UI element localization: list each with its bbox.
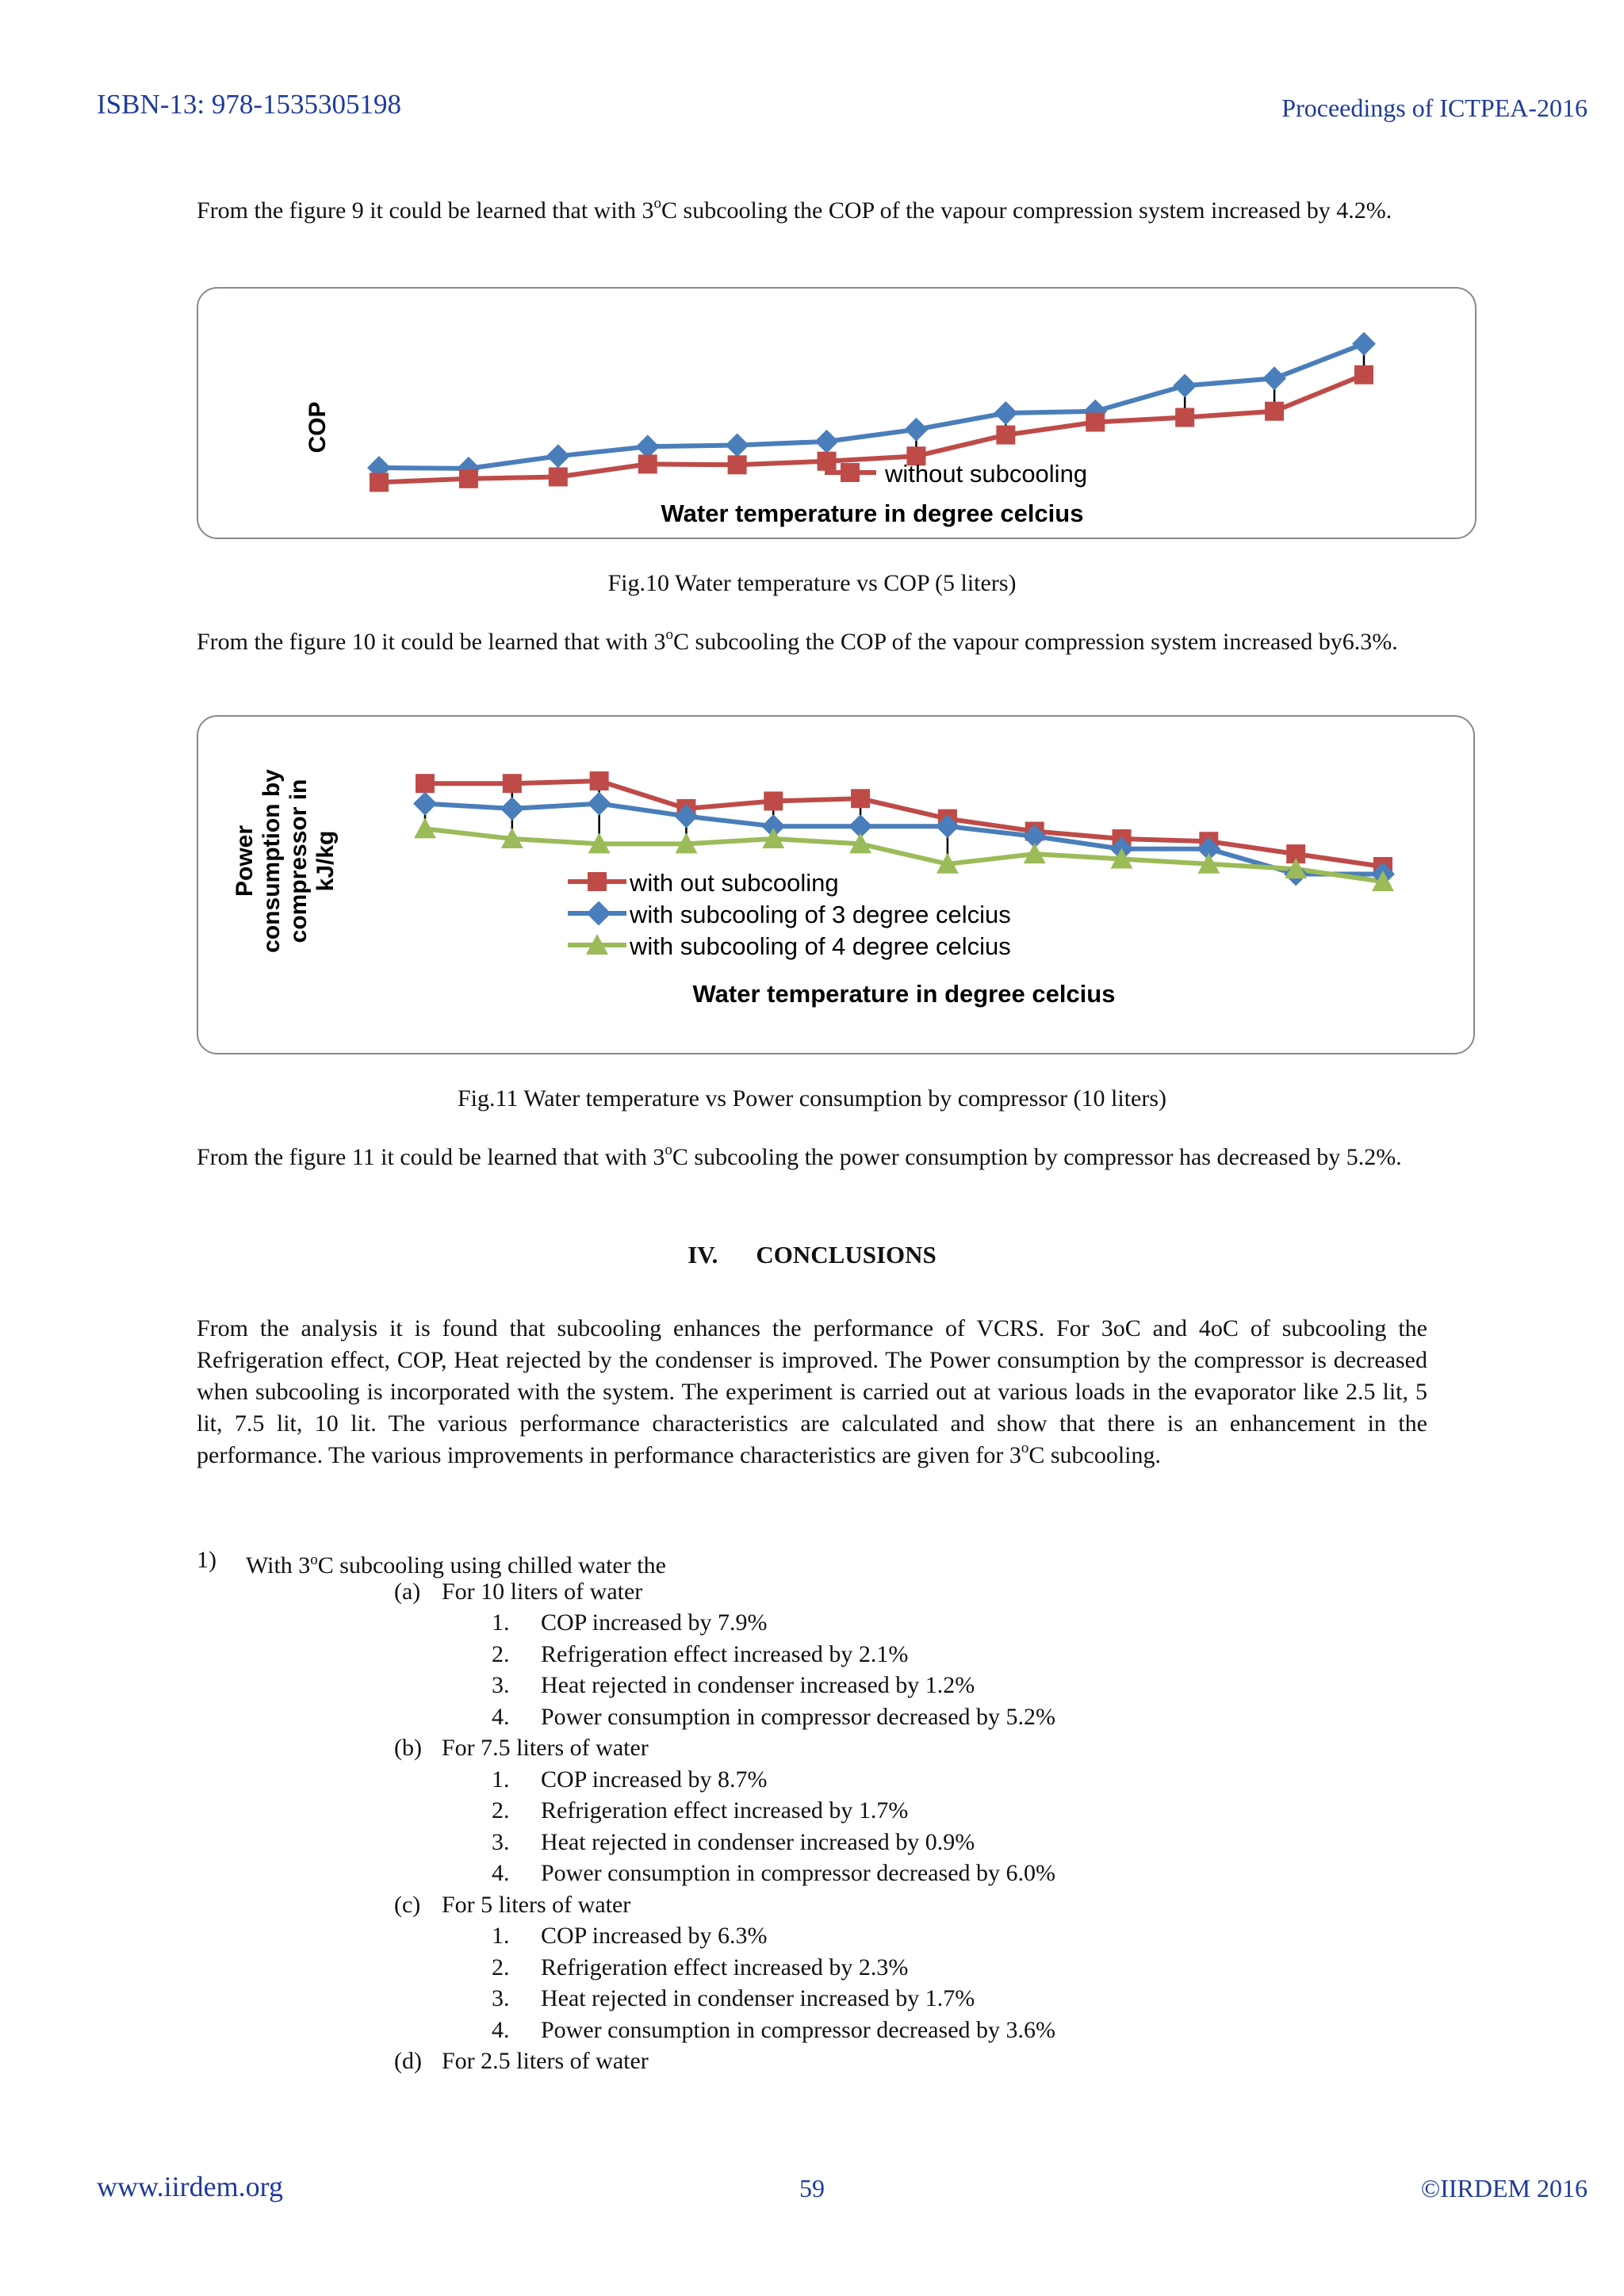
list-subitem-text: COP increased by 8.7% bbox=[541, 1766, 768, 1793]
list-subitem-number: 4. bbox=[492, 2016, 510, 2043]
list-subitem-text: Refrigeration effect increased by 2.3% bbox=[541, 1954, 909, 1980]
list-subitem-number: 4. bbox=[492, 1860, 510, 1886]
list-subitem-number: 4. bbox=[492, 1703, 510, 1730]
list-subitem-number: 3. bbox=[492, 1985, 510, 2011]
chart-power-legend-label-1: with out subcooling bbox=[630, 869, 839, 897]
list-subitem-text: Refrigeration effect increased by 2.1% bbox=[541, 1640, 909, 1667]
figure-caption-11: Fig.11 Water temperature vs Power consumption by compressor (10 liters) bbox=[457, 1085, 1167, 1112]
chart-cop-y-axis-label: COP bbox=[304, 401, 331, 453]
section-title: CONCLUSIONS bbox=[756, 1241, 936, 1269]
footer-page-number: 59 bbox=[799, 2174, 825, 2202]
chart-power-x-axis-label: Water temperature in degree celcius bbox=[692, 980, 1116, 1008]
list-group-label: (b) bbox=[394, 1735, 422, 1761]
list-subitem-number: 1. bbox=[492, 1923, 510, 1949]
list-subitem-text: Heat rejected in condenser increased by 1.7% bbox=[541, 1985, 975, 2011]
list-subitem-text: Power consumption in compressor decreased by 3.6% bbox=[541, 2016, 1056, 2043]
chart-power-legend-label-3: with subcooling of 4 degree celcius bbox=[630, 932, 1011, 960]
paragraph-fig9: From the figure 9 it could be learned that with 3$^o$C subcooling the COP of the vapour compression system increased by 4.2%. bbox=[197, 195, 1392, 224]
figure-caption-10: Fig.10 Water temperature vs COP (5 liters) bbox=[607, 570, 1017, 596]
list-subitem-number: 2. bbox=[492, 1954, 510, 1980]
list-group-title: For 2.5 liters of water bbox=[442, 2048, 649, 2074]
list-group-title: For 5 liters of water bbox=[442, 1891, 631, 1918]
paragraph-fig10: From the figure 10 it could be learned that with 3$^o$C subcooling the COP of the vapour compression system increased by6.3%. bbox=[197, 626, 1398, 655]
list-subitem-text: COP increased by 6.3% bbox=[541, 1923, 768, 1949]
chart-power-y-axis-label-2: consumption by bbox=[259, 769, 285, 953]
chart-power-legend-label-2: with subcooling of 3 degree celcius bbox=[630, 901, 1011, 928]
list-subitem-number: 3. bbox=[492, 1672, 510, 1698]
list-group-label: (d) bbox=[394, 2048, 422, 2074]
list-subitem-text: COP increased by 7.9% bbox=[541, 1609, 768, 1636]
chart-power-y-axis-label-3: compressor in bbox=[285, 779, 312, 943]
list-subitem-number: 2. bbox=[492, 1640, 510, 1667]
list-subitem-text: Power consumption in compressor decreased by 6.0% bbox=[541, 1860, 1056, 1886]
list-subitem-text: Heat rejected in condenser increased by 0.9% bbox=[541, 1828, 975, 1855]
list-subitem-number: 2. bbox=[492, 1797, 510, 1823]
list-group-label: (c) bbox=[394, 1891, 421, 1918]
header-proceedings: Proceedings of ICTPEA-2016 bbox=[1281, 94, 1588, 122]
chart-power-y-axis-label-4: kJ/kg bbox=[312, 830, 339, 892]
list-subitem-text: Heat rejected in condenser increased by 1.2% bbox=[541, 1672, 975, 1698]
list-subitem-number: 1. bbox=[492, 1766, 510, 1793]
list-group-title: For 7.5 liters of water bbox=[442, 1735, 649, 1761]
list-subitem-number: 1. bbox=[492, 1609, 510, 1636]
paragraph-conclusions: From the analysis it is found that subcooling enhances the performance of VCRS. For 3oC and 4oC of subcooling the Refrigeration effect, COP, Heat rejected by the condenser is improved. The Power consumption by the compressor is decreased when subcooling is incorporated with the system. The experiment is carried out at various loads in the evaporator like 2.5 lit, 5 lit, 7.5 lit, 10 lit. The various performance characteristics are calculated and show that there is an enhancement in the performance. The various improvements in performance characteristics are given for 3$^o$C subcooling. bbox=[197, 1315, 1427, 1468]
header-isbn: ISBN-13: 978-1535305198 bbox=[97, 89, 402, 120]
section-number: IV. bbox=[688, 1241, 718, 1269]
chart-power-y-axis-label-1: Power bbox=[232, 825, 258, 897]
list-group-label: (a) bbox=[394, 1578, 421, 1605]
list-subitem-text: Refrigeration effect increased by 1.7% bbox=[541, 1797, 909, 1823]
chart-cop-x-axis-label: Water temperature in degree celcius bbox=[661, 499, 1084, 527]
list-subitem-number: 3. bbox=[492, 1828, 510, 1855]
footer-copyright: ©IIRDEM 2016 bbox=[1420, 2174, 1588, 2202]
list-item-1-text: With 3$^o$C subcooling using chilled water the bbox=[246, 1552, 666, 1578]
paragraph-fig11: From the figure 11 it could be learned that with 3$^o$C subcooling the power consumption by compressor has decreased by 5.2%. bbox=[197, 1142, 1402, 1170]
list-group-title: For 10 liters of water bbox=[442, 1578, 643, 1605]
chart-cop-legend-label: without subcooling bbox=[885, 460, 1088, 488]
list-item-1-number: 1) bbox=[197, 1547, 216, 1573]
list-subitem-text: Power consumption in compressor decreased by 5.2% bbox=[541, 1703, 1056, 1730]
footer-website: www.iirdem.org bbox=[97, 2171, 283, 2202]
